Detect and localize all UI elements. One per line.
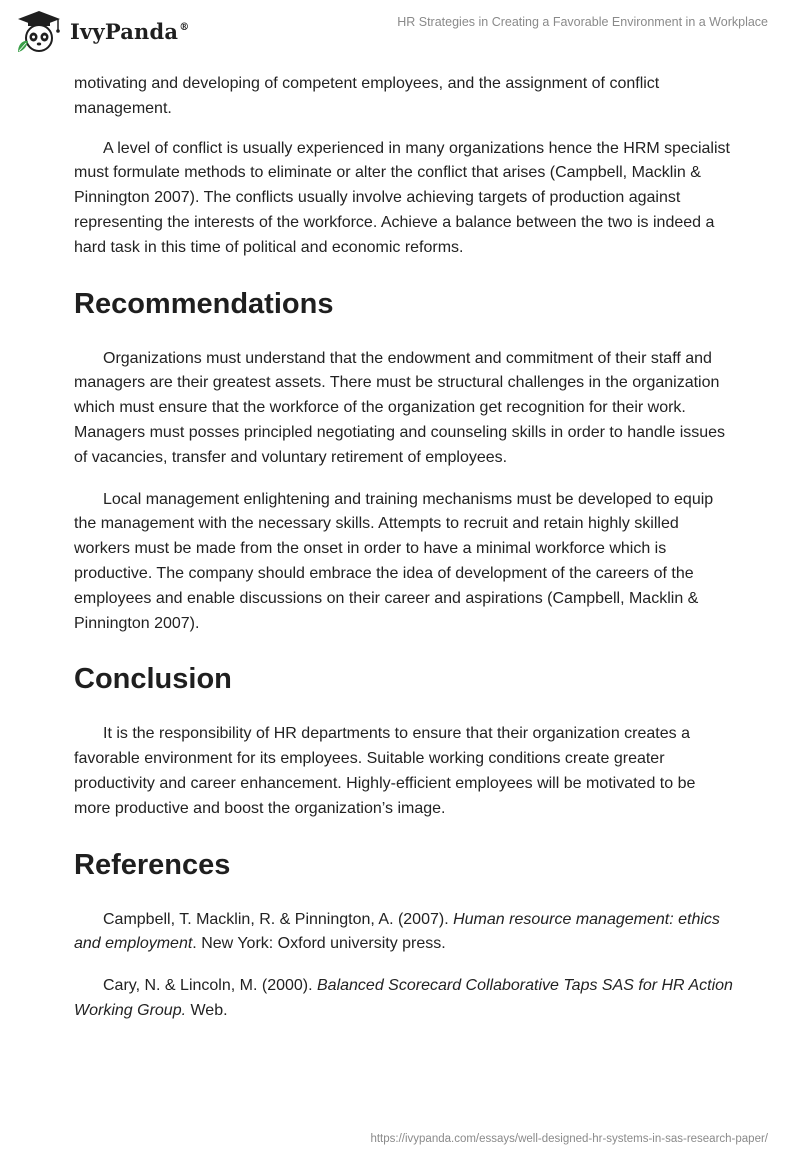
conclusion-paragraph: It is the responsibility of HR departments to ensure that their organization creates a favorable environment for its employees. Suitable working conditions create greater productivity and career enhancement. Highly-efficient employees will be motivated to be more productive and boost the organization’s image. (74, 725, 696, 817)
conclusion-heading: Conclusion (74, 663, 232, 696)
ivypanda-logo[interactable] (14, 6, 189, 56)
reference-authors: Campbell, T. Macklin, R. & Pinnington, A. (2007). (103, 910, 454, 928)
recommendations-heading: Recommendations (74, 287, 334, 320)
reference-authors: Cary, N. & Lincoln, M. (2000). (103, 977, 317, 995)
intro-continuation: motivating and developing of competent employees, and the assignment of conflict management. (74, 75, 660, 117)
reference-item (74, 908, 734, 958)
references-heading: References (74, 848, 231, 881)
reference-title: Balanced Scorecard Collaborative Taps SAS for HR Action Working Group. (74, 977, 733, 1019)
brand-name: IvyPanda® (70, 18, 190, 44)
source-url[interactable]: https://ivypanda.com/essays/well-designed-hr-systems-in-sas-research-paper/ (370, 1133, 768, 1145)
page-header (0, 0, 800, 64)
essay-content (74, 72, 734, 1024)
recommendations-paragraph: Local management enlightening and training mechanisms must be developed to equip the management with the necessary skills. Attempts to recruit and retain highly skilled workers must be made from the onset in order to have a minimal workforce which is productive. The company should embrace the idea of development of the careers of the employees and enable discussions on their career and aspirations (Campbell, Macklin & Pinnington 2007). (74, 490, 714, 632)
registered-mark: ® (179, 21, 190, 33)
reference-publisher: . New York: Oxford university press. (192, 935, 446, 953)
panda-mascot-icon (14, 8, 64, 54)
recommendations-paragraph: Organizations must understand that the endowment and commitment of their staff and managers are their greatest assets. There must be structural challenges in the organization which must ensure that the workforce of the organization get recognition for their work. Managers must posses principled negotiating and counseling skills in order to handle issues of vacancies, transfer and voluntary retirement of employees. (74, 349, 726, 466)
reference-item (74, 974, 734, 1024)
intro-paragraph: A level of conflict is usually experienced in many organizations hence the HRM specialist must formulate methods to eliminate or alter the conflict that arises (Campbell, Macklin & Pinnington 2007). The conflicts usually involve achieving targets of production against representing the interests of the workforce. Achieve a balance between the two is indeed a hard task in this time of political and economic reforms. (74, 139, 730, 256)
document-title: HR Strategies in Creating a Favorable Environment in a Workplace (397, 15, 768, 29)
reference-title: Human resource management: ethics and employment (74, 910, 720, 953)
reference-publisher: Web. (186, 1001, 228, 1019)
